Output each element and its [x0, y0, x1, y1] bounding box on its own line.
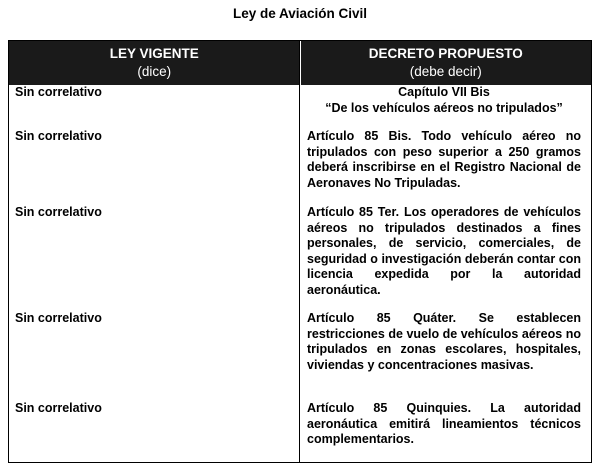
ley-vigente-cell: Sin correlativo: [15, 129, 102, 143]
header-decreto-propuesto: [300, 41, 592, 85]
header-title: LEY VIGENTE: [109, 46, 199, 61]
column-divider: [299, 41, 300, 462]
decreto-propuesto-cell: Artículo 85 Ter. Los operadores de vehículos aéreos no tripulados destinados a fines personales, de servicio, comerciales, de seguridad o investigación deberán contar con licencia expedida por la autoridad aeronáutica.: [307, 205, 581, 297]
header-subtitle: (dice): [137, 64, 172, 79]
header-ley-vigente: [9, 41, 300, 85]
ley-vigente-cell: Sin correlativo: [15, 311, 102, 325]
chapter-subheading: “De los vehículos aéreos no tripulados”: [325, 100, 563, 115]
ley-vigente-cell: Sin correlativo: [15, 205, 102, 219]
decreto-propuesto-cell: [307, 85, 581, 116]
document-title: Ley de Aviación Civil: [232, 6, 368, 21]
table-header: [9, 41, 591, 85]
chapter-heading: Capítulo VII Bis: [398, 85, 490, 99]
ley-vigente-cell: Sin correlativo: [15, 85, 102, 99]
header-subtitle: (debe decir): [409, 64, 482, 79]
ley-vigente-cell: Sin correlativo: [15, 401, 102, 415]
comparison-table: [8, 40, 592, 463]
header-title: DECRETO PROPUESTO: [368, 46, 523, 61]
decreto-propuesto-cell: Artículo 85 Quáter. Se establecen restricciones de vuelo de vehículos aéreos no tripulados en zonas escolares, hospitales, viviendas y concentraciones masivas.: [307, 311, 581, 372]
decreto-propuesto-cell: Artículo 85 Bis. Todo vehículo aéreo no tripulados con peso superior a 250 gramos deberá inscribirse en el Registro Nacional de Aeronaves No Tripuladas.: [307, 129, 581, 190]
decreto-propuesto-cell: Artículo 85 Quinquies. La autoridad aeronáutica emitirá lineamientos técnicos complementarios.: [307, 401, 581, 446]
